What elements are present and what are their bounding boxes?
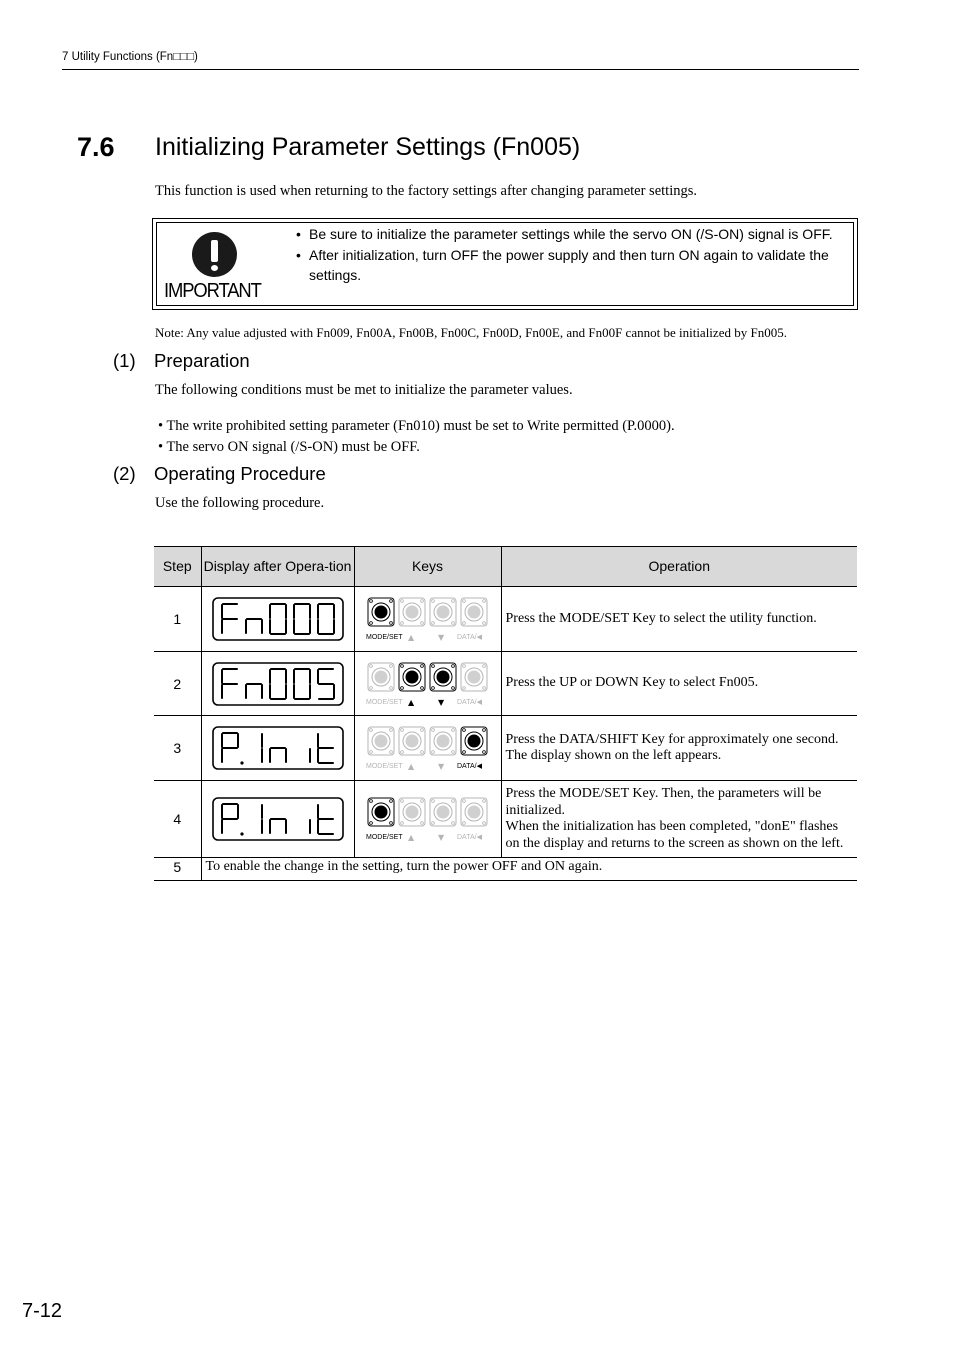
mode-set-key-label: MODE/SET [365, 634, 403, 641]
down-key-label: ▼ [437, 697, 444, 707]
up-key-button [405, 806, 418, 819]
operation-text: Press the UP or DOWN Key to select Fn005. [501, 652, 857, 716]
up-key-button [405, 670, 418, 683]
header-rule [62, 69, 859, 70]
table-row [154, 781, 857, 858]
mode-key-button [374, 806, 387, 819]
down-key-button [436, 606, 449, 619]
operator-keys [354, 781, 501, 858]
up-key-label: ▲ [407, 697, 414, 707]
exclamation-dot [211, 265, 218, 271]
table-row [154, 716, 857, 781]
data-shift-key-label: DATA/◀ [456, 834, 482, 841]
subsection-number: (2) [113, 463, 136, 484]
step-number: 2 [154, 652, 201, 716]
header-display: Display after Opera-tion [201, 547, 354, 587]
table-row [154, 652, 857, 716]
condition-item: • The servo ON signal (/S-ON) must be OFF. [158, 439, 420, 455]
data-key-button [467, 606, 480, 619]
section-title: Initializing Parameter Settings (Fn005) [155, 133, 581, 161]
procedure-text: Use the following procedure. [155, 495, 325, 511]
data-shift-key-label: DATA/◀ [456, 698, 482, 706]
step-number: 5 [154, 858, 201, 881]
section-number: 7.6 [77, 132, 115, 162]
seven-seg-display [201, 781, 354, 858]
important-bullet: • Be sure to initialize the parameter settings while the servo ON (/S-ON) signal is OFF. [296, 224, 852, 245]
up-key-button [405, 606, 418, 619]
step-number: 1 [154, 587, 201, 652]
down-key-label: ▼ [437, 762, 444, 771]
down-key-button [436, 670, 449, 683]
section-intro: This function is used when returning to the factory settings after changing parameter settings. [155, 183, 697, 199]
display-decimal-point [240, 832, 243, 835]
seven-seg-display [201, 587, 354, 652]
step-number: 3 [154, 716, 201, 781]
up-key-button [405, 735, 418, 748]
operation-text: Press the DATA/SHIFT Key for approximately one second. The display shown on the left appears. [501, 716, 857, 781]
seven-seg-display-graphic [212, 597, 344, 641]
header-step: Step [154, 547, 201, 587]
operator-keys-graphic [366, 795, 490, 843]
subsection-heading: Preparation [154, 350, 250, 371]
down-key-label: ▼ [437, 633, 444, 642]
preparation-text: The following conditions must be met to initialize the parameter values. [155, 382, 573, 398]
data-key-button [467, 735, 480, 748]
mode-set-key-label: MODE/SET [365, 763, 403, 770]
data-key-button [467, 806, 480, 819]
subsection-preparation [113, 350, 250, 372]
table-row [154, 587, 857, 652]
operator-keys [354, 716, 501, 781]
operation-text: Press the MODE/SET Key. Then, the parameters will be initialized. When the initialization has been completed, "donE" flashes on the display and returns to the screen as shown on the left. [501, 781, 857, 858]
note: Note: Any value adjusted with Fn009, Fn00A, Fn00B, Fn00C, Fn00D, Fn00E, and Fn00F cannot be initialized by Fn005. [155, 325, 787, 340]
important-label: IMPORTANT [164, 280, 261, 302]
step-number: 4 [154, 781, 201, 858]
table-row [154, 858, 857, 881]
mode-key-button [374, 670, 387, 683]
important-bullet: • After initialization, turn OFF the power supply and then turn ON again to validate the settings. [296, 245, 852, 286]
seven-seg-display-graphic [212, 726, 344, 770]
seven-seg-display-graphic [212, 662, 344, 706]
important-bullets [296, 224, 852, 286]
operation-text: To enable the change in the setting, turn the power OFF and ON again. [201, 858, 857, 881]
procedure-table [154, 546, 857, 881]
subsection-heading: Operating Procedure [154, 463, 326, 484]
header-keys: Keys [354, 547, 501, 587]
condition-item: • The write prohibited setting parameter (Fn010) must be set to Write permitted (P.0000). [158, 418, 675, 434]
up-key-label: ▲ [407, 833, 414, 842]
subsection-number: (1) [113, 350, 136, 371]
condition-list [158, 416, 675, 458]
mode-key-button [374, 735, 387, 748]
display-decimal-point [240, 761, 243, 764]
seven-seg-display [201, 716, 354, 781]
up-key-label: ▲ [407, 633, 414, 642]
data-shift-key-label: DATA/◀ [456, 763, 482, 770]
operator-keys [354, 587, 501, 652]
down-key-button [436, 806, 449, 819]
data-key-button [467, 670, 480, 683]
header-operation: Operation [501, 547, 857, 587]
down-key-label: ▼ [437, 833, 444, 842]
up-key-label: ▲ [407, 762, 414, 771]
data-shift-key-label: DATA/◀ [456, 634, 482, 641]
mode-set-key-label: MODE/SET [365, 698, 403, 706]
operator-keys-graphic [366, 724, 490, 772]
operator-keys-graphic [366, 595, 490, 643]
seven-seg-display-graphic [212, 797, 344, 841]
running-header: 7 Utility Functions (Fn□□□) [62, 51, 198, 63]
subsection-procedure [113, 463, 326, 485]
seven-seg-display [201, 652, 354, 716]
operation-text: Press the MODE/SET Key to select the utility function. [501, 587, 857, 652]
operator-keys-graphic [366, 660, 490, 708]
down-key-button [436, 735, 449, 748]
mode-key-button [374, 606, 387, 619]
exclamation-bar [211, 240, 218, 262]
page-number: 7-12 [22, 1300, 63, 1322]
mode-set-key-label: MODE/SET [365, 834, 403, 841]
table-header-row [154, 547, 857, 587]
operator-keys [354, 652, 501, 716]
